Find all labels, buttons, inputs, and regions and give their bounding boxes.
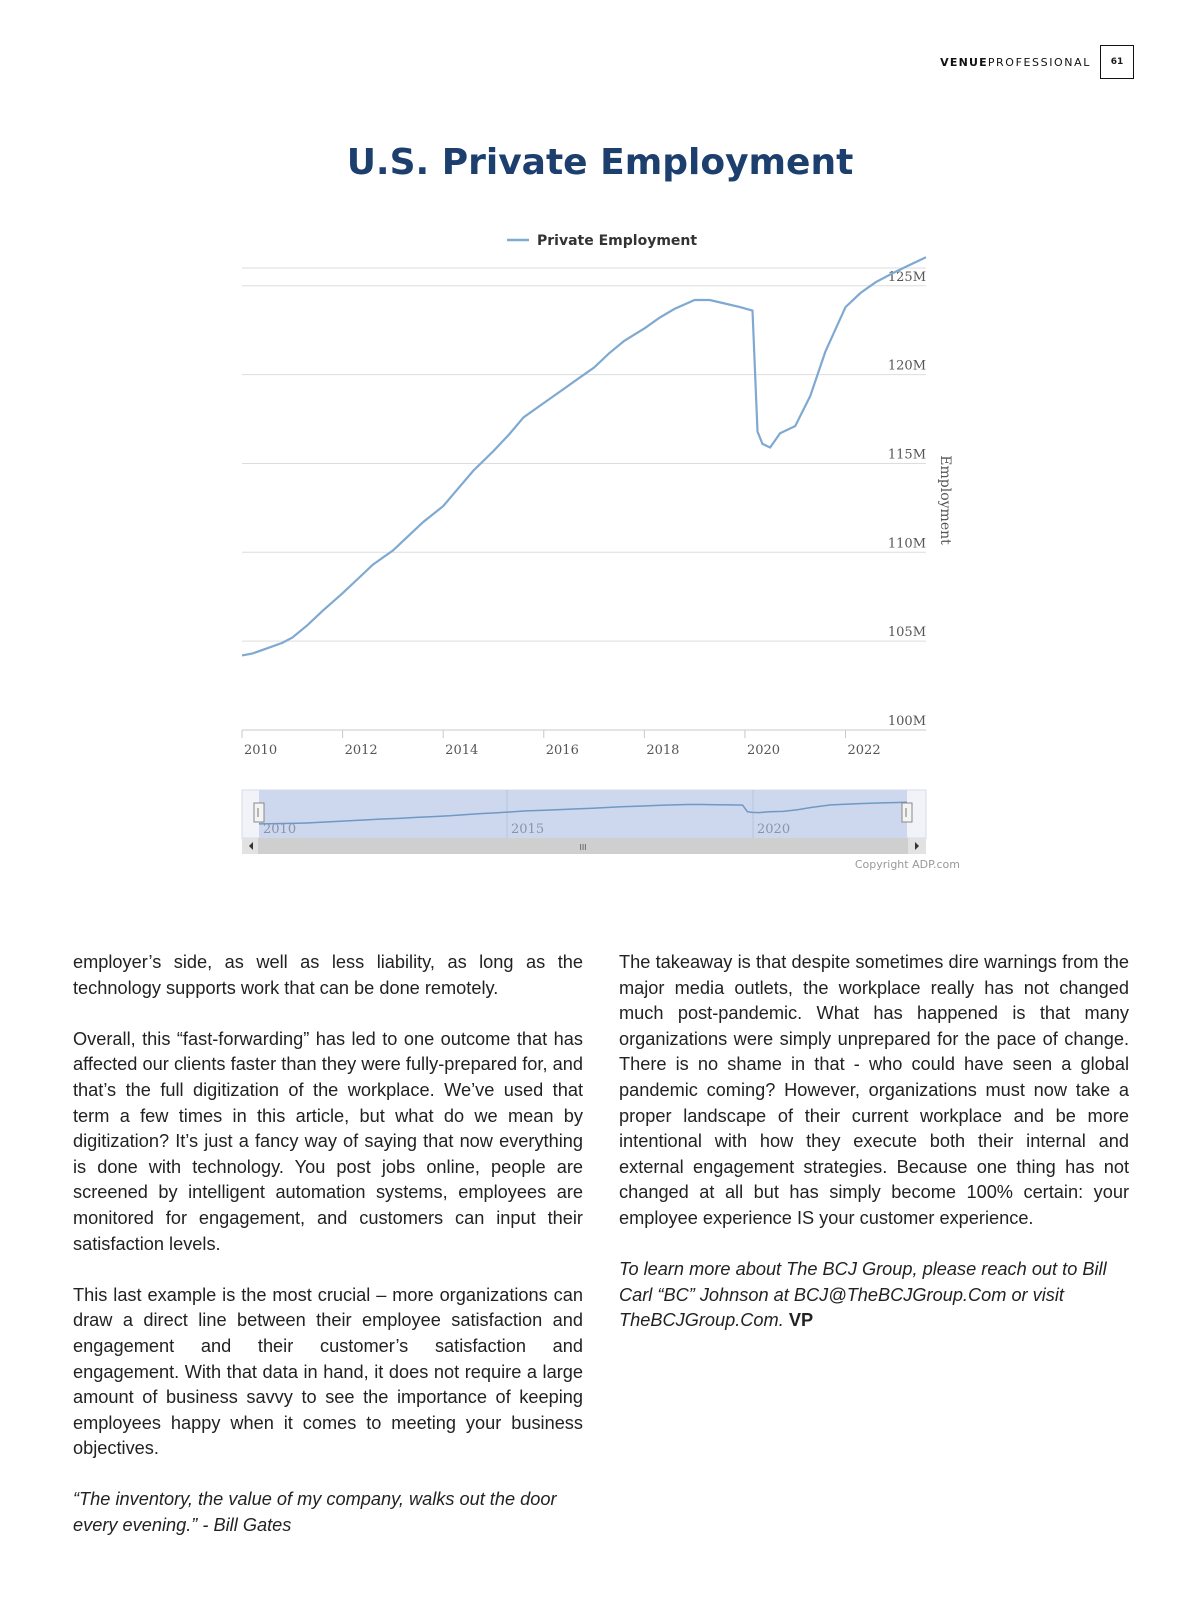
x-tick-2014: 2014 [445, 743, 479, 758]
right-paragraph-1: The takeaway is that despite sometimes dire warnings from the major media outlets, the workplace really has not changed much post-pandemic. What has happened is that many organizations were simply unprepared for the pace of change. There is no shame in that - who could have seen a global pandemic coming? However, organizations must now take a proper landscape of their current workplace and be more intentional with how they execute both their internal and external engagement strategies. Because one thing has not changed at all but has simply become 100% certain: your employee experience IS your customer experience. [619, 952, 1129, 1228]
contact-cta [619, 1257, 1129, 1334]
navigator-label-2020: 2020 [757, 822, 791, 837]
article-right-column [619, 950, 1129, 1360]
y-tick-115M: 115M [887, 447, 926, 463]
y-tick-100M: 100M [887, 714, 926, 729]
vp-signoff: VP [788, 1310, 814, 1331]
left-paragraph-3: This last example is the most crucial – more organizations can draw a direct line between their employee satisfaction and engagement and their customer’s satisfaction and engagement. With that data in hand, it does not require a large amount of business savvy to see the importance of keeping employees happy when it comes to meeting your business objectives. [73, 1284, 583, 1459]
x-tick-2020: 2020 [746, 743, 781, 758]
navigator-left-handle[interactable] [254, 803, 264, 822]
x-tick-2018: 2018 [646, 743, 680, 758]
contact-cta-text: To learn more about The BCJ Group, please reach out to Bill Carl “BC” Johnson at BCJ@TheBCJGroup.Com or visit TheBCJGroup.Com. [619, 1259, 1107, 1331]
scrollbar-grip: III [579, 843, 587, 852]
navigator-right-handle[interactable] [902, 803, 912, 822]
navigator-label-2010: 2010 [263, 822, 297, 837]
legend-label[interactable]: Private Employment [537, 233, 698, 249]
range-navigator[interactable] [242, 790, 926, 854]
brand-bold: VENUE [940, 55, 988, 69]
grid-lines [242, 286, 926, 730]
x-tick-2022: 2022 [847, 743, 881, 758]
navigator-selection[interactable] [259, 790, 907, 838]
brand-light: PROFESSIONAL [987, 55, 1091, 69]
article-left-column [73, 950, 583, 1564]
chart-title: U.S. Private Employment [346, 142, 854, 183]
y-tick-125M: 125M [887, 269, 926, 285]
left-paragraph-1: employer’s side, as well as less liability, as long as the technology supports work that can be done remotely. [73, 952, 583, 998]
series-line-private-employment[interactable] [242, 257, 926, 655]
x-tick-labels [242, 730, 881, 758]
page-number: 61 [1100, 45, 1134, 79]
y-tick-120M: 120M [887, 358, 926, 374]
navigator-label-2015: 2015 [511, 822, 545, 837]
x-tick-2012: 2012 [344, 743, 378, 758]
y-tick-labels [888, 270, 926, 729]
y-tick-105M: 105M [887, 625, 926, 641]
chart-copyright: Copyright ADP.com [854, 858, 960, 871]
x-tick-2016: 2016 [545, 743, 579, 758]
bill-gates-quote: “The inventory, the value of my company, walks out the door every evening.” - Bill Gates [73, 1489, 557, 1536]
left-paragraph-2: Overall, this “fast-forwarding” has led to one outcome that has affected our clients faster than they were fully-prepared for, and that’s the full digitization of the workplace. We’ve used that term a few times in this article, but what do we mean by digitization? It’s just a fancy way of saying that now everything is done with technology. You post jobs online, people are screened by intelligent automation systems, employees are monitored for engagement, and customers can input their satisfaction levels. [73, 1028, 583, 1254]
y-axis-label: Employment [937, 455, 953, 545]
y-tick-110M: 110M [887, 536, 926, 552]
x-tick-2010: 2010 [244, 743, 278, 758]
chart-legend [507, 233, 697, 249]
